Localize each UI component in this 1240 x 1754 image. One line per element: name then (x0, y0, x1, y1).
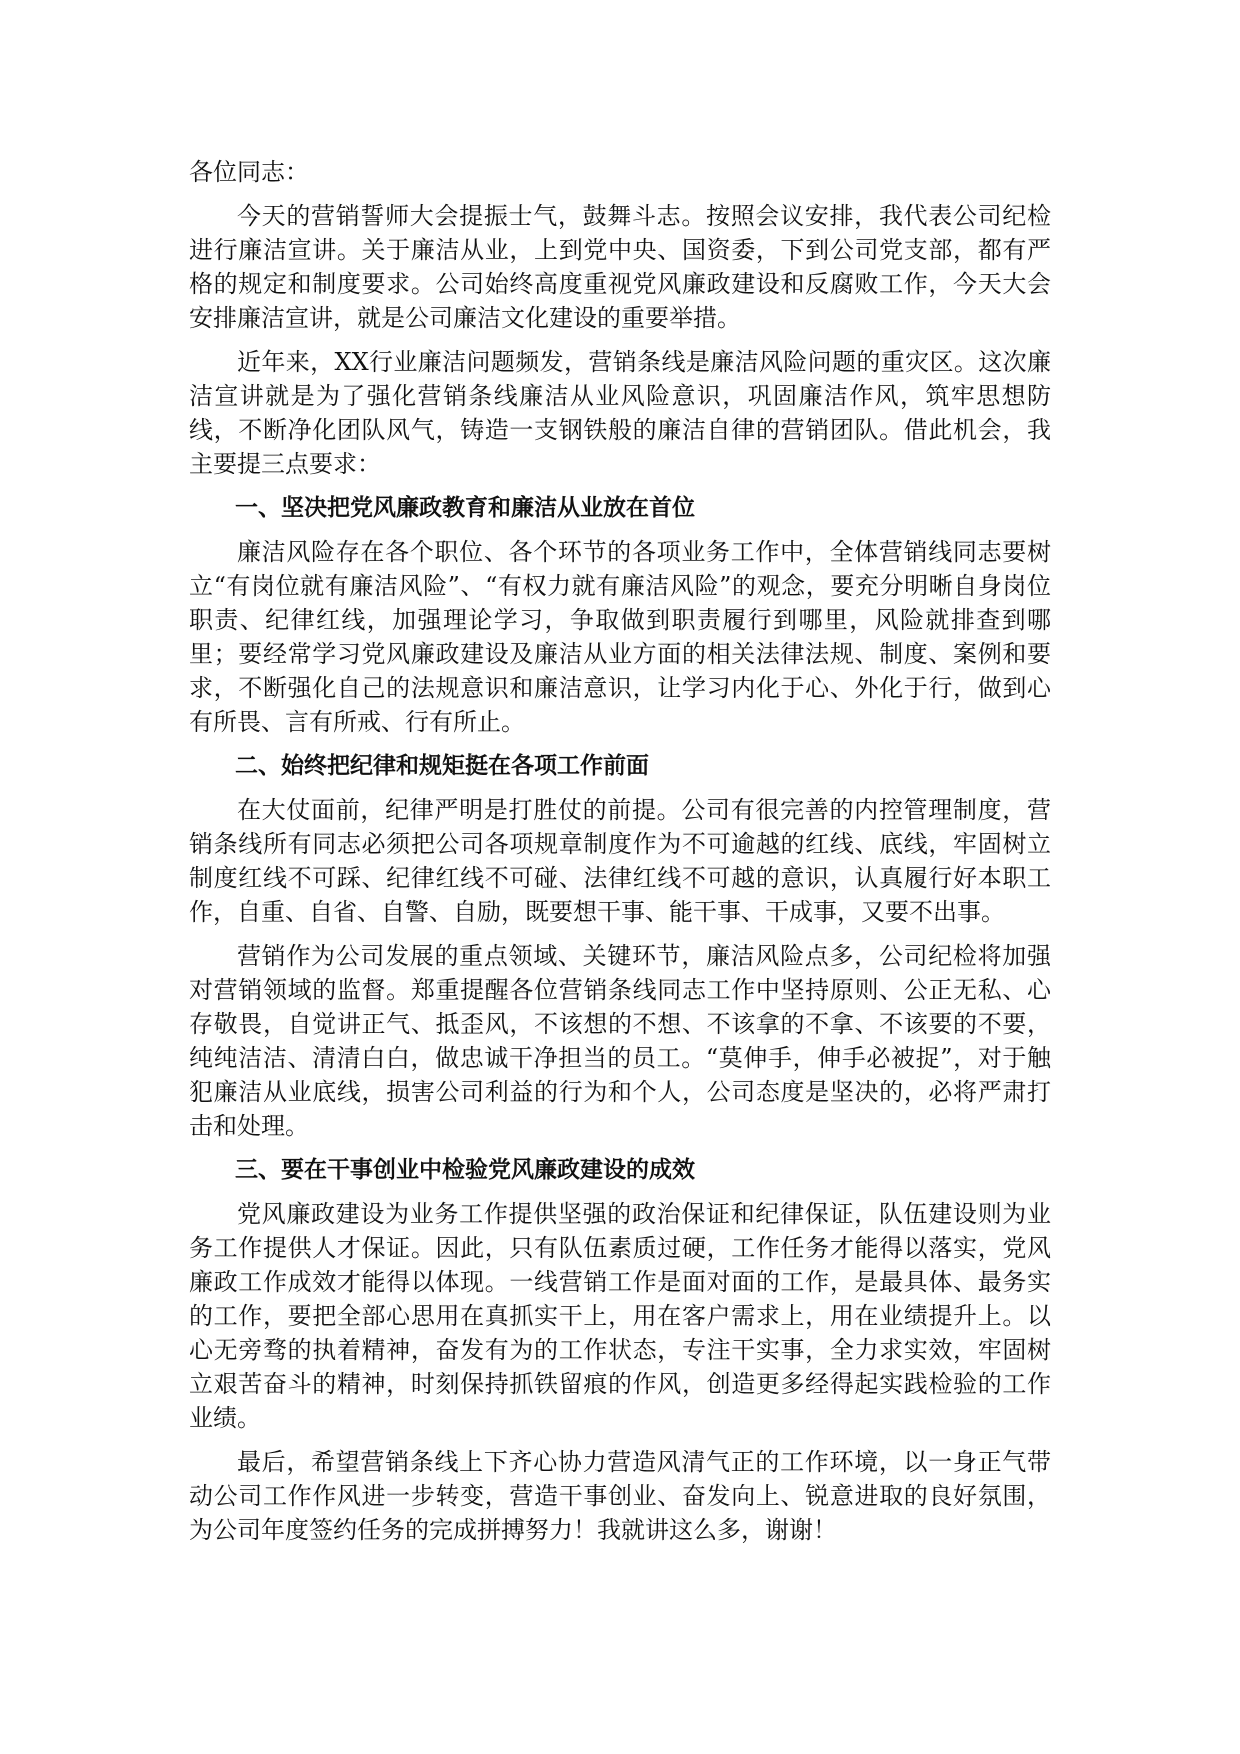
section-heading-2: 二、始终把纪律和规矩挺在各项工作前面 (235, 753, 649, 779)
section-heading-1: 一、坚决把党风廉政教育和廉洁从业放在首位 (235, 495, 695, 521)
closing-paragraph: 最后，希望营销条线上下齐心协力营造风清气正的工作环境，以一身正气带动公司工作作风进一步转变，营造干事创业、奋发向上、锐意进取的良好氛围，为公司年度签约任务的完成拼搏努力！我就讲这么多，谢谢！ (189, 1448, 1051, 1544)
salutation: 各位同志： (189, 158, 309, 186)
section-2-paragraph-1: 在大仗面前，纪律严明是打胜仗的前提。公司有很完善的内控管理制度，营销条线所有同志必须把公司各项规章制度作为不可逾越的红线、底线，牢固树立制度红线不可踩、纪律红线不可碰、法律红线不可越的意识，认真履行好本职工作，自重、自省、自警、自励，既要想干事、能干事、干成事，又要不出事。 (189, 796, 1051, 926)
background-paragraph: 近年来，XX行业廉洁问题频发，营销条线是廉洁风险问题的重灾区。这次廉洁宣讲就是为了强化营销条线廉洁从业风险意识，巩固廉洁作风，筑牢思想防线，不断净化团队风气，铸造一支钢铁般的廉洁自律的营销团队。借此机会，我主要提三点要求： (189, 348, 1051, 478)
section-heading-3: 三、要在干事创业中检验党风廉政建设的成效 (235, 1157, 695, 1183)
section-3-paragraph: 党风廉政建设为业务工作提供坚强的政治保证和纪律保证，队伍建设则为业务工作提供人才保证。因此，只有队伍素质过硬，工作任务才能得以落实，党风廉政工作成效才能得以体现。一线营销工作是面对面的工作，是最具体、最务实的工作，要把全部心思用在真抓实干上，用在客户需求上，用在业绩提升上。以心无旁骛的执着精神，奋发有为的工作状态，专注干实事，全力求实效，牢固树立艰苦奋斗的精神，时刻保持抓铁留痕的作风，创造更多经得起实践检验的工作业绩。 (189, 1200, 1051, 1432)
opening-paragraph: 今天的营销誓师大会提振士气，鼓舞斗志。按照会议安排，我代表公司纪检进行廉洁宣讲。关于廉洁从业，上到党中央、国资委，下到公司党支部，都有严格的规定和制度要求。公司始终高度重视党风廉政建设和反腐败工作，今天大会安排廉洁宣讲，就是公司廉洁文化建设的重要举措。 (189, 202, 1051, 332)
section-2-paragraph-2: 营销作为公司发展的重点领域、关键环节，廉洁风险点多，公司纪检将加强对营销领域的监督。郑重提醒各位营销条线同志工作中坚持原则、公正无私、心存敬畏，自觉讲正气、抵歪风，不该想的不想、不该拿的不拿、不该要的不要，纯纯洁洁、清清白白，做忠诚干净担当的员工。“莫伸手，伸手必被捉”，对于触犯廉洁从业底线，损害公司利益的行为和个人，公司态度是坚决的，必将严肃打击和处理。 (189, 942, 1051, 1140)
section-1-paragraph: 廉洁风险存在各个职位、各个环节的各项业务工作中，全体营销线同志要树立“有岗位就有廉洁风险”、“有权力就有廉洁风险”的观念，要充分明晰自身岗位职责、纪律红线，加强理论学习，争取做到职责履行到哪里，风险就排查到哪里；要经常学习党风廉政建设及廉洁从业方面的相关法律法规、制度、案例和要求，不断强化自己的法规意识和廉洁意识，让学习内化于心、外化于行，做到心有所畏、言有所戒、行有所止。 (189, 538, 1051, 736)
document-page (189, 155, 1051, 1557)
